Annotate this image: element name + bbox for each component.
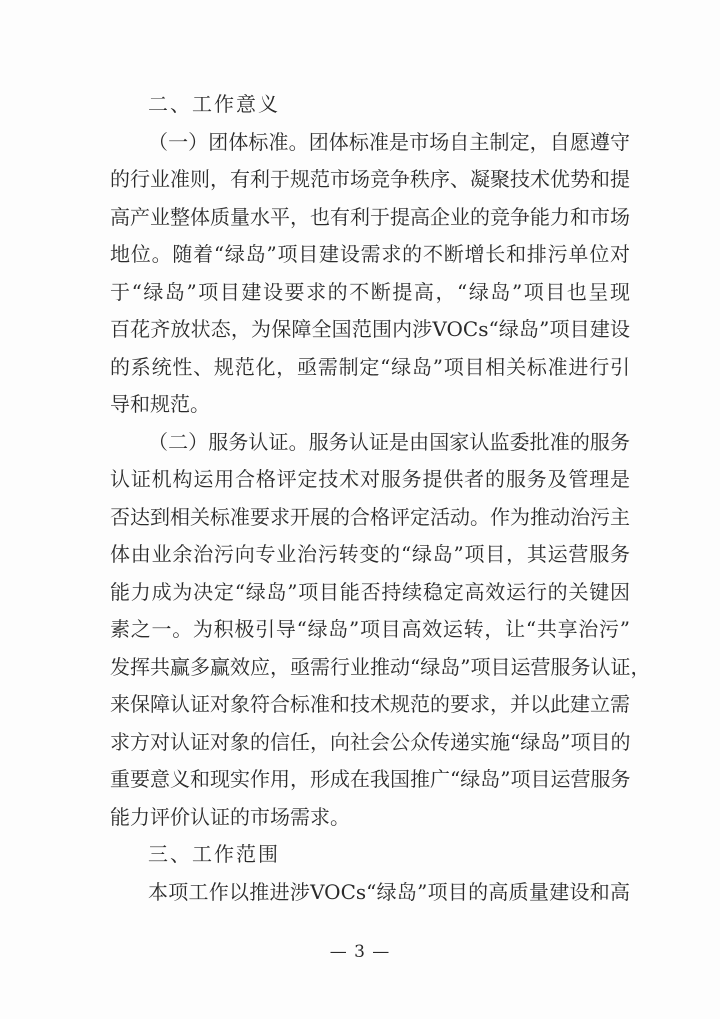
paragraph [110,124,630,424]
paragraph-line: 能力成为决定“绿岛”项目能否持续稳定高效运行的关键因 [110,579,630,604]
paragraph-line: 否达到相关标准要求开展的合格评定活动。作为推动治污主 [110,504,630,529]
paragraph-line: 的行业准则，有利于规范市场竞争秩序、凝聚技术优势和提 [110,167,630,191]
paragraph [110,874,630,912]
paragraph-line: 来保障认证对象符合标准和技术规范的要求，并以此建立需 [110,692,630,716]
paragraph-line: （二）服务认证。服务认证是由国家认监委批准的服务 [148,429,630,454]
paragraph-line: 能力评价认证的市场需求。 [110,804,350,829]
page-number: — 3 — [329,942,391,962]
paragraph-line: 地位。随着“绿岛”项目建设需求的不断增长和排污单位对 [110,242,630,266]
paragraph-line: 求方对认证对象的信任，向社会公众传递实施“绿岛”项目的 [110,729,631,754]
paragraph-line: 的系统性、规范化，亟需制定“绿岛”项目相关标准进行引 [110,354,630,379]
paragraph-line: 导和规范。 [110,392,210,416]
paragraph-line: （一）团体标准。团体标准是市场自主制定，自愿遵守 [148,129,630,154]
paragraph [110,424,651,837]
document-body [110,86,651,911]
paragraph-line: 体由业余治污向专业治污转变的“绿岛”项目，其运营服务 [110,542,630,566]
paragraph-line: 素之一。为积极引导“绿岛”项目高效运转，让“共享治污” [110,617,630,641]
section-heading: 二、工作意义 [148,92,280,116]
paragraph-line: 本项工作以推进涉VOCs“绿岛”项目的高质量建设和高 [148,879,630,904]
paragraph-line: 于“绿岛”项目建设要求的不断提高，“绿岛”项目也呈现 [110,279,630,304]
paragraph-line: 高产业整体质量水平，也有利于提高企业的竞争能力和市场 [110,204,630,229]
paragraph-line: 百花齐放状态，为保障全国范围内涉VOCs“绿岛”项目建设 [110,317,630,341]
paragraph-line: 发挥共赢多赢效应，亟需行业推动“绿岛”项目运营服务认证， [110,654,651,679]
paragraph-line: 认证机构运用合格评定技术对服务提供者的服务及管理是 [110,467,630,491]
section-heading: 三、工作范围 [148,842,280,866]
paragraph-line: 重要意义和现实作用，形成在我国推广“绿岛”项目运营服务 [110,767,631,791]
